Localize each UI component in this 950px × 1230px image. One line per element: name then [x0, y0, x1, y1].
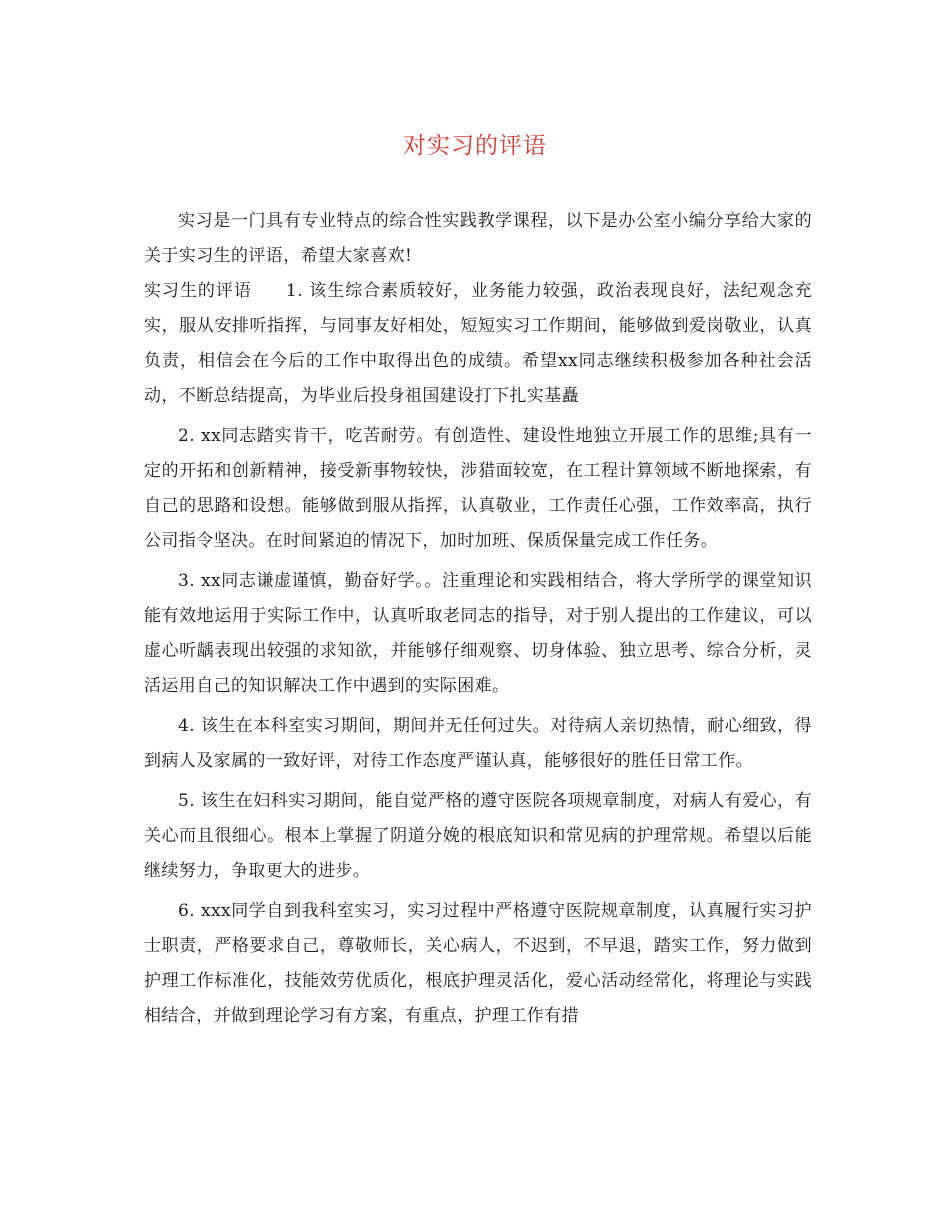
- paragraph-item-2: 2. xx同志踏实肯干，吃苦耐劳。有创造性、建设性地独立开展工作的思维;具有一定的开拓和创新精神，接受新事物较快，涉猎面较宽，在工程计算领域不断地探索，有自己的思路和设想。能够做到服从指挥，认真敬业，工作责任心强，工作效率高，执行公司指令坚决。在时间紧迫的情况下，加时加班、保质保量完成工作任务。: [144, 426, 812, 551]
- paragraph-item-5: 5. 该生在妇科实习期间，能自觉严格的遵守医院各项规章制度，对病人有爱心，有关心而且很细心。根本上掌握了阴道分娩的根底知识和常见病的护理常规。希望以后能继续努力，争取更大的进步。: [144, 791, 812, 881]
- section-label: 实习生的评语: [144, 281, 252, 301]
- document-title: 对实习的评语: [403, 133, 547, 159]
- paragraph-item-3: 3. xx同志谦虚谨慎，勤奋好学。。注重理论和实践相结合，将大学所学的课堂知识能有效地运用于实际工作中，认真听取老同志的指导，对于别人提出的工作建议，可以虚心听龋表现出较强的求知欲，并能够仔细观察、切身体验、独立思考、综合分析，灵活运用自己的知识解决工作中遇到的实际困难。: [144, 571, 812, 696]
- item-1-text: 1. 该生综合素质较好，业务能力较强，政治表现良好，法纪观念充实，服从安排听指挥，与同事友好相处，短短实习工作期间，能够做到爱岗敬业，认真负责，相信会在今后的工作中取得出色的成绩。希望xx同志继续积极参加各种社会活动，不断总结提高，为毕业后投身祖国建设打下扎实基矗: [144, 281, 812, 406]
- paragraph-item-6: 6. xxx同学自到我科室实习，实习过程中严格遵守医院规章制度，认真履行实习护士职责，严格要求自己，尊敬师长，关心病人，不迟到，不早退，踏实工作，努力做到护理工作标准化，技能效劳优质化，根底护理灵活化，爱心活动经常化，将理论与实践相结合，并做到理论学习有方案，有重点，护理工作有措: [144, 901, 812, 1026]
- paragraph-item-1: [144, 274, 812, 414]
- paragraph-item-4: 4. 该生在本科室实习期间，期间并无任何过失。对待病人亲切热情，耐心细致，得到病人及家属的一致好评，对待工作态度严谨认真，能够很好的胜任日常工作。: [144, 716, 812, 771]
- intro-paragraph: 实习是一门具有专业特点的综合性实践教学课程，以下是办公室小编分享给大家的关于实习生的评语，希望大家喜欢!: [144, 211, 812, 266]
- document-body: [144, 204, 812, 1034]
